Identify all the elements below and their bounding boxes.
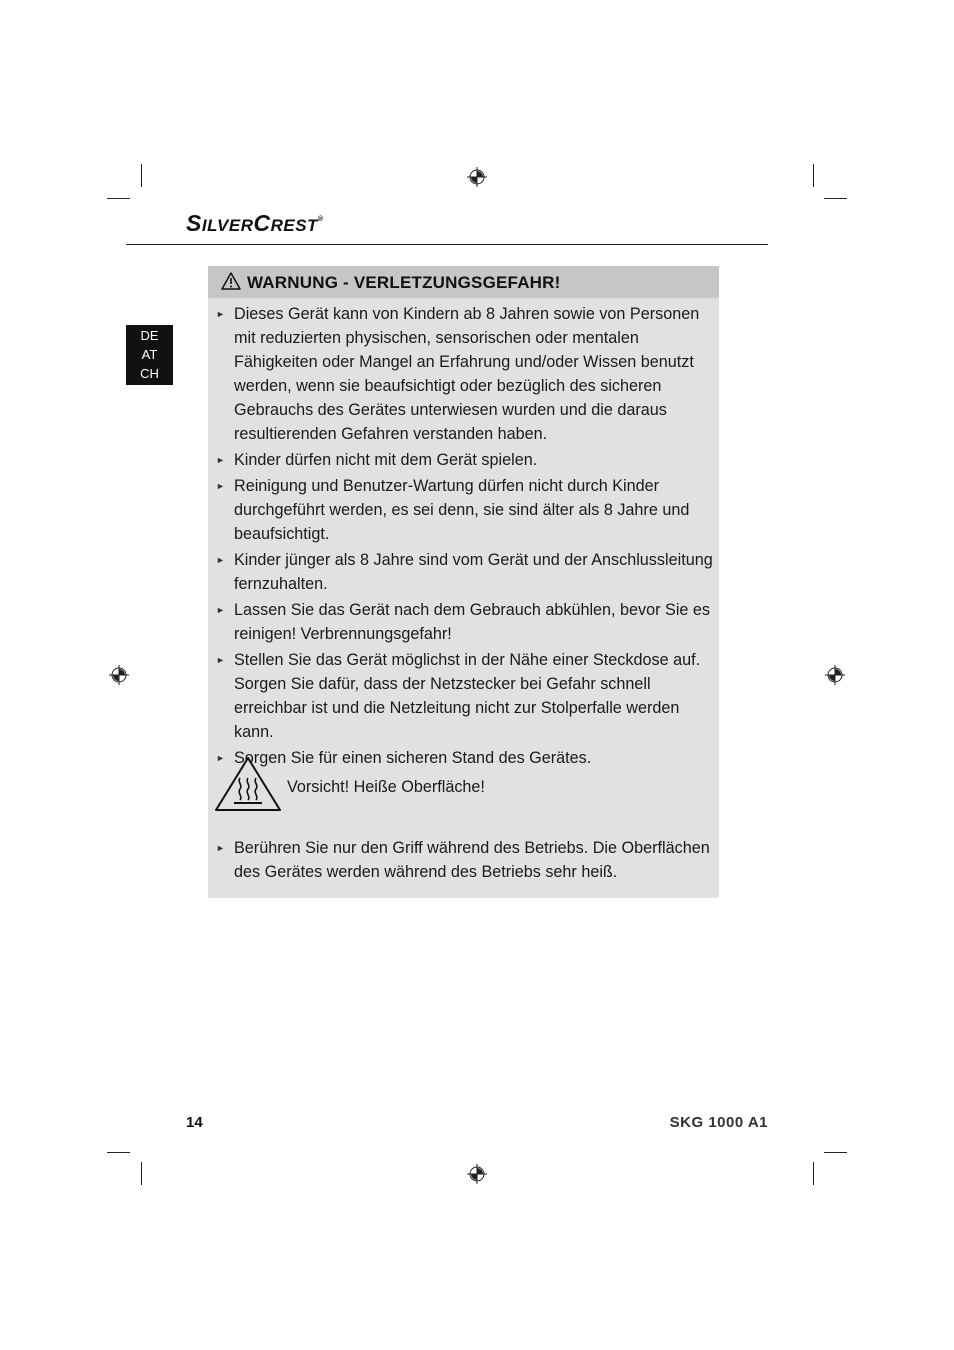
crop-mark	[107, 198, 130, 199]
bullet-arrow-icon: ►	[216, 605, 225, 615]
list-item: ► Berühren Sie nur den Griff während des Betriebs. Die Oberflächen des Gerätes werden während des Betriebs sehr heiß.	[208, 836, 719, 886]
model-number: SKG 1000 A1	[669, 1114, 768, 1131]
language-code: DE	[140, 328, 159, 343]
registration-mark-icon	[467, 1164, 487, 1184]
crop-mark	[813, 164, 814, 187]
hot-surface-label: Vorsicht! Heiße Oberfläche!	[287, 778, 485, 796]
crop-mark	[813, 1162, 814, 1185]
list-item: ► Sorgen Sie für einen sicheren Stand des Gerätes.	[208, 746, 719, 770]
crop-mark	[824, 198, 847, 199]
warning-box	[208, 266, 719, 898]
crop-mark	[141, 1162, 142, 1185]
bullet-arrow-icon: ►	[216, 309, 225, 319]
bullet-arrow-icon: ►	[216, 753, 225, 763]
warning-title: WARNUNG - VERLETZUNGSGEFAHR!	[247, 273, 561, 292]
registration-mark-icon	[467, 167, 487, 187]
hot-surface-warning-icon	[214, 756, 282, 812]
warning-list	[208, 302, 719, 772]
language-code: AT	[141, 347, 158, 362]
bullet-arrow-icon: ►	[216, 655, 225, 665]
header-divider	[126, 244, 768, 245]
brand-logo: SILVERCREST®	[186, 210, 324, 236]
list-item: ► Dieses Gerät kann von Kindern ab 8 Jahren sowie von Personen mit reduzierten physischen, sensorischen oder mentalen Fähigkeiten oder Mangel an Erfahrung und/oder Wissen benutzt werden, wenn sie beaufsichtigt oder bezüglich des sicheren Gebrauchs des Gerätes unterwiesen wurden und die daraus resultierenden Gefahren verstanden haben.	[208, 302, 719, 446]
warning-triangle-icon	[221, 272, 241, 290]
page-number: 14	[186, 1114, 203, 1131]
bullet-arrow-icon: ►	[216, 455, 225, 465]
list-item: ► Lassen Sie das Gerät nach dem Gebrauch abkühlen, bevor Sie es reinigen! Verbrennungsgefahr!	[208, 598, 719, 646]
bullet-arrow-icon: ►	[216, 481, 225, 491]
list-item: ► Kinder dürfen nicht mit dem Gerät spielen.	[208, 448, 719, 472]
crop-mark	[141, 164, 142, 187]
language-tab	[126, 325, 173, 385]
list-item: ► Stellen Sie das Gerät möglichst in der Nähe einer Steckdose auf. Sorgen Sie dafür, dass der Netzstecker bei Gefahr schnell erreichbar ist und die Netzleitung nicht zur Stolperfalle werden kann.	[208, 648, 719, 744]
registration-mark-icon	[825, 665, 845, 685]
registration-mark-icon	[109, 665, 129, 685]
language-code: CH	[140, 366, 159, 381]
crop-mark	[824, 1152, 847, 1153]
list-item: ► Reinigung und Benutzer-Wartung dürfen nicht durch Kinder durchgeführt werden, es sei denn, sie sind älter als 8 Jahre und beaufsichtigt.	[208, 474, 719, 546]
list-item: ► Kinder jünger als 8 Jahre sind vom Gerät und der Anschlussleitung fernzuhalten.	[208, 548, 719, 596]
bullet-arrow-icon: ►	[216, 843, 225, 853]
crop-mark	[107, 1152, 130, 1153]
bullet-arrow-icon: ►	[216, 555, 225, 565]
warning-header	[208, 266, 719, 298]
